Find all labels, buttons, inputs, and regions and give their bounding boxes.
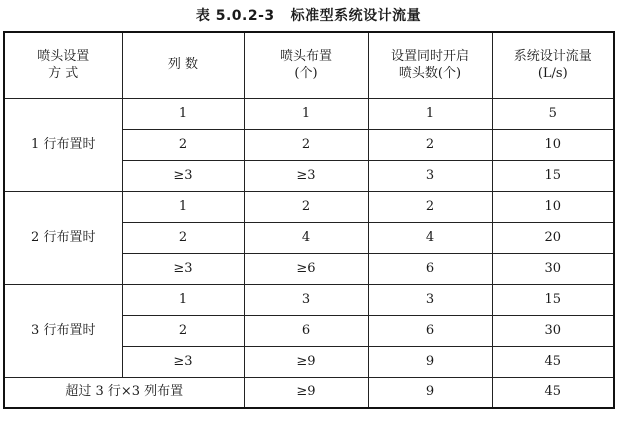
header-row	[4, 32, 614, 98]
cell-columns: 1	[122, 191, 244, 222]
cell-flow: 45	[492, 377, 614, 408]
footer-label: 超过 3 行×3 列布置	[4, 377, 244, 408]
cell-flow: 30	[492, 315, 614, 346]
cell-flow: 10	[492, 191, 614, 222]
cell-columns: ≥3	[122, 253, 244, 284]
cell-flow: 10	[492, 129, 614, 160]
cell-open: 9	[368, 346, 492, 377]
cell-columns: ≥3	[122, 346, 244, 377]
header-flow: 系统设计流量 (L/s)	[492, 32, 614, 98]
cell-flow: 5	[492, 98, 614, 129]
cell-heads: 4	[244, 222, 368, 253]
cell-open: 1	[368, 98, 492, 129]
cell-open: 2	[368, 191, 492, 222]
table-number: 表 5.0.2-3	[195, 8, 275, 24]
cell-heads: ≥9	[244, 377, 368, 408]
cell-open: 6	[368, 253, 492, 284]
group-label: 2 行布置时	[4, 191, 122, 284]
header-arrangement: 喷头设置 方 式	[4, 32, 122, 98]
cell-heads: ≥9	[244, 346, 368, 377]
cell-open: 9	[368, 377, 492, 408]
cell-flow: 20	[492, 222, 614, 253]
cell-open: 6	[368, 315, 492, 346]
cell-heads: 2	[244, 129, 368, 160]
cell-heads: 3	[244, 284, 368, 315]
table-row	[4, 98, 614, 129]
table-row	[4, 284, 614, 315]
table-caption	[0, 4, 617, 26]
cell-flow: 45	[492, 346, 614, 377]
table-row-footer	[4, 377, 614, 408]
cell-open: 3	[368, 284, 492, 315]
cell-flow: 15	[492, 160, 614, 191]
group-label: 1 行布置时	[4, 98, 122, 191]
cell-columns: 1	[122, 284, 244, 315]
cell-columns: 2	[122, 315, 244, 346]
header-heads: 喷头布置 (个)	[244, 32, 368, 98]
cell-columns: 1	[122, 98, 244, 129]
cell-heads: 1	[244, 98, 368, 129]
cell-heads: 6	[244, 315, 368, 346]
cell-flow: 15	[492, 284, 614, 315]
cell-columns: 2	[122, 222, 244, 253]
table-title: 标准型系统设计流量	[290, 8, 422, 24]
cell-heads: 2	[244, 191, 368, 222]
header-open-heads: 设置同时开启 喷头数(个)	[368, 32, 492, 98]
table-row	[4, 191, 614, 222]
header-columns: 列 数	[122, 32, 244, 98]
group-label: 3 行布置时	[4, 284, 122, 377]
cell-columns: ≥3	[122, 160, 244, 191]
cell-heads: ≥6	[244, 253, 368, 284]
design-flow-table	[3, 31, 615, 409]
cell-columns: 2	[122, 129, 244, 160]
cell-open: 3	[368, 160, 492, 191]
cell-heads: ≥3	[244, 160, 368, 191]
cell-open: 4	[368, 222, 492, 253]
cell-flow: 30	[492, 253, 614, 284]
cell-open: 2	[368, 129, 492, 160]
